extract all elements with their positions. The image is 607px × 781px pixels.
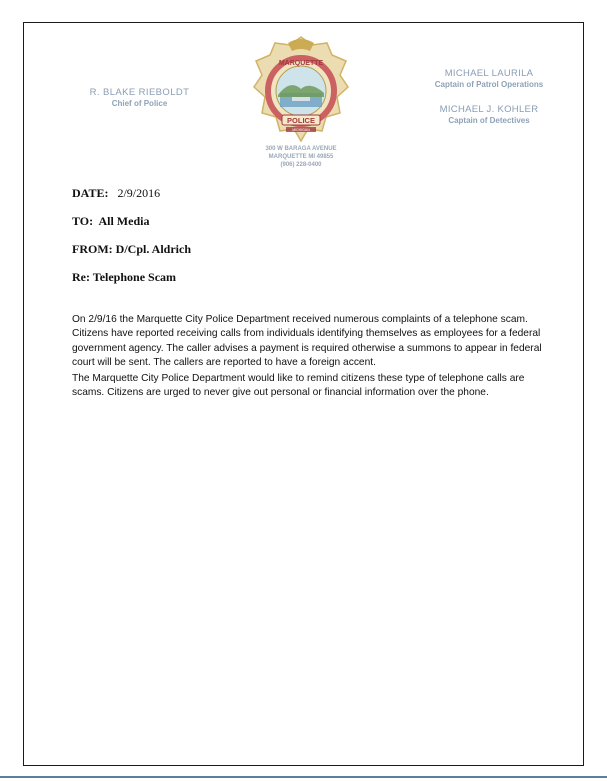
memo-date <box>72 186 160 201</box>
date-value: 2/9/2016 <box>117 186 161 200</box>
from-label: FROM: <box>72 242 113 256</box>
captain-detectives-name: MICHAEL J. KOHLER <box>439 104 539 115</box>
captain-detectives-title: Captain of Detectives <box>448 116 530 125</box>
department-address <box>236 145 366 169</box>
body-paragraph: The Marquette City Police Department would like to remind citizens these type of telephone calls are scams. Citizens are urged to never give out personal or financial information over the phone. <box>72 373 525 399</box>
chief-name: R. BLAKE RIEBOLDT <box>89 87 190 98</box>
address-line: MARQUETTE MI 49855 <box>268 154 334 160</box>
captain-patrol-title: Captain of Patrol Operations <box>434 80 544 89</box>
body-paragraph: On 2/9/16 the Marquette City Police Department received numerous complaints of a telephone scam. Citizens have reported receiving calls from individuals identifying themselves as employees for a federal government agency. The caller advises a payment is required otherwise a summons to appear in federal court will be sent. The callers are reported to have a foreign accent. <box>72 314 542 368</box>
chief-title: Chief of Police <box>111 99 168 108</box>
memo-to <box>72 214 149 229</box>
captain-patrol-name: MICHAEL LAURILA <box>444 68 534 79</box>
address-line: 300 W BARAGA AVENUE <box>265 146 337 152</box>
re-value: Telephone Scam <box>92 270 177 284</box>
to-label: TO: <box>72 214 94 228</box>
from-value: D/Cpl. Aldrich <box>115 242 192 256</box>
police-badge-logo <box>252 35 350 145</box>
letter-page <box>23 22 584 766</box>
chief-block <box>72 87 207 108</box>
memo-subject <box>72 270 176 285</box>
press-release-body <box>72 313 552 403</box>
to-value: All Media <box>98 214 150 228</box>
memo-from <box>72 242 191 257</box>
badge-top-text: MARQUETTE <box>278 60 324 67</box>
captains-block <box>424 68 554 125</box>
bottom-divider <box>0 776 607 778</box>
badge-ribbon-text: MICHIGAN <box>292 128 310 132</box>
badge-bottom-text: POLICE <box>287 116 315 125</box>
re-label: Re: <box>72 270 90 284</box>
address-line: (906) 228-0400 <box>280 162 322 168</box>
date-label: DATE: <box>72 186 109 200</box>
